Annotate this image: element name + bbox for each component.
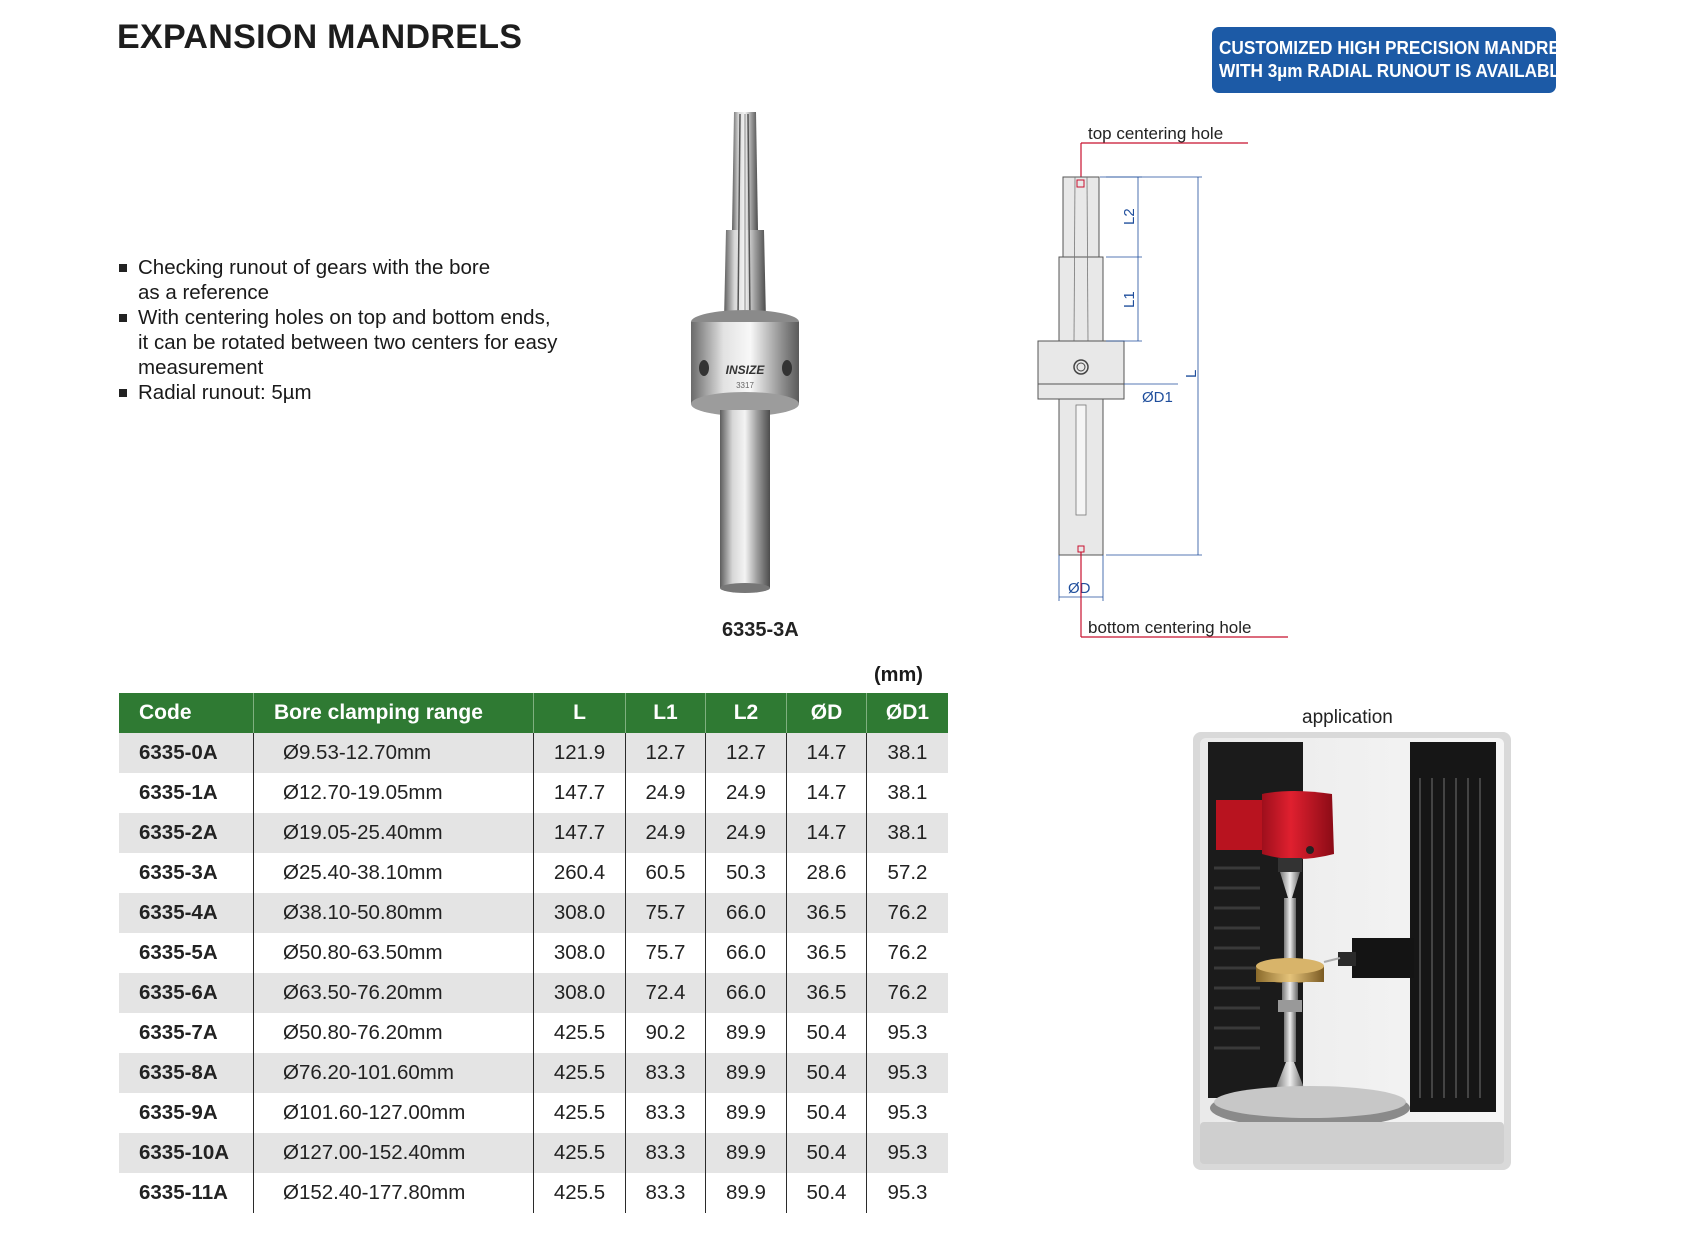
cell-d: 36.5 <box>787 973 867 1013</box>
cell-l2: 89.9 <box>706 1013 787 1053</box>
feature-item <box>118 255 638 305</box>
feature-line: measurement <box>138 356 264 379</box>
cell-d: 50.4 <box>787 1013 867 1053</box>
table-row <box>119 1053 948 1093</box>
dimension-d1: ØD1 <box>1142 389 1173 406</box>
cell-code: 6335-5A <box>119 933 254 973</box>
cell-l: 308.0 <box>534 893 626 933</box>
cell-l2: 89.9 <box>706 1093 787 1133</box>
header-code: Code <box>119 693 254 733</box>
feature-line: Checking runout of gears with the bore <box>138 256 491 279</box>
cell-d: 14.7 <box>787 773 867 813</box>
cell-code: 6335-2A <box>119 813 254 853</box>
cell-d: 50.4 <box>787 1133 867 1173</box>
red-measuring-head <box>1262 791 1334 859</box>
header-l2: L2 <box>706 693 787 733</box>
machine-right-column <box>1410 742 1496 1112</box>
dimension-d: ØD <box>1068 580 1091 597</box>
header-bore-range: Bore clamping range <box>254 693 534 733</box>
cell-range: Ø9.53-12.70mm <box>254 733 534 773</box>
header-l: L <box>534 693 626 733</box>
table-row <box>119 733 948 773</box>
cell-l1: 75.7 <box>626 933 706 973</box>
badge-line-2: WITH 3µm RADIAL RUNOUT IS AVAILABLE <box>1219 60 1572 81</box>
product-caption: 6335-3A <box>722 619 799 641</box>
cell-d1: 76.2 <box>867 973 949 1013</box>
header-l1: L1 <box>626 693 706 733</box>
dimension-l1: L1 <box>1121 291 1138 308</box>
dimension-l2: L2 <box>1121 208 1138 225</box>
cell-l1: 83.3 <box>626 1053 706 1093</box>
cell-l: 121.9 <box>534 733 626 773</box>
cell-range: Ø50.80-76.20mm <box>254 1013 534 1053</box>
cell-range: Ø127.00-152.40mm <box>254 1133 534 1173</box>
cell-d: 50.4 <box>787 1093 867 1133</box>
feature-line: it can be rotated between two centers for easy <box>138 331 558 354</box>
cell-l: 308.0 <box>534 973 626 1013</box>
bottom-centering-hole-label: bottom centering hole <box>1088 618 1252 637</box>
table-row <box>119 813 948 853</box>
table-row <box>119 1173 948 1213</box>
cell-l2: 50.3 <box>706 853 787 893</box>
cell-l1: 72.4 <box>626 973 706 1013</box>
customization-badge <box>1212 27 1572 93</box>
cell-l1: 24.9 <box>626 813 706 853</box>
cell-d: 50.4 <box>787 1053 867 1093</box>
cell-d: 14.7 <box>787 813 867 853</box>
cell-l2: 24.9 <box>706 813 787 853</box>
cell-code: 6335-6A <box>119 973 254 1013</box>
cell-l2: 89.9 <box>706 1053 787 1093</box>
cell-d: 14.7 <box>787 733 867 773</box>
cell-d1: 38.1 <box>867 773 949 813</box>
cell-l1: 90.2 <box>626 1013 706 1053</box>
cell-l1: 12.7 <box>626 733 706 773</box>
page-title: EXPANSION MANDRELS <box>117 18 523 56</box>
cell-range: Ø25.40-38.10mm <box>254 853 534 893</box>
cell-d: 36.5 <box>787 933 867 973</box>
cell-d: 28.6 <box>787 853 867 893</box>
mandrel-product-image <box>690 100 840 600</box>
cell-code: 6335-4A <box>119 893 254 933</box>
specification-table <box>119 693 948 1213</box>
cell-l: 425.5 <box>534 1093 626 1133</box>
cell-l2: 66.0 <box>706 933 787 973</box>
engraving-number: 3317 <box>736 381 754 390</box>
cell-l1: 83.3 <box>626 1173 706 1213</box>
cell-code: 6335-0A <box>119 733 254 773</box>
cell-l: 425.5 <box>534 1053 626 1093</box>
application-mandrel <box>1284 898 1296 968</box>
application-image-frame <box>1193 732 1511 1170</box>
cell-l2: 12.7 <box>706 733 787 773</box>
cell-d: 50.4 <box>787 1173 867 1213</box>
cell-l2: 89.9 <box>706 1173 787 1213</box>
cell-d1: 95.3 <box>867 1093 949 1133</box>
feature-line: as a reference <box>138 281 270 304</box>
square-bullet-icon <box>119 389 127 397</box>
cell-code: 6335-10A <box>119 1133 254 1173</box>
square-bullet-icon <box>119 314 127 322</box>
feature-item <box>118 305 638 380</box>
cell-d1: 38.1 <box>867 813 949 853</box>
cell-l1: 24.9 <box>626 773 706 813</box>
header-d1: ØD1 <box>867 693 949 733</box>
drawing-collar <box>1038 341 1124 399</box>
table-header-row <box>119 693 948 733</box>
cell-l2: 66.0 <box>706 893 787 933</box>
cell-range: Ø12.70-19.05mm <box>254 773 534 813</box>
table-row <box>119 973 948 1013</box>
cell-d1: 95.3 <box>867 1053 949 1093</box>
feature-list <box>118 255 638 405</box>
cell-l1: 75.7 <box>626 893 706 933</box>
cell-l1: 83.3 <box>626 1093 706 1133</box>
cell-range: Ø101.60-127.00mm <box>254 1093 534 1133</box>
cell-l: 425.5 <box>534 1133 626 1173</box>
cell-l: 425.5 <box>534 1173 626 1213</box>
cell-l1: 83.3 <box>626 1133 706 1173</box>
technical-drawing <box>1030 115 1320 650</box>
table-body <box>119 733 948 1213</box>
cell-range: Ø63.50-76.20mm <box>254 973 534 1013</box>
cell-d1: 76.2 <box>867 933 949 973</box>
table-row <box>119 1013 948 1053</box>
dimension-l: L <box>1183 369 1200 378</box>
cell-l: 147.7 <box>534 773 626 813</box>
cell-code: 6335-7A <box>119 1013 254 1053</box>
table-row <box>119 773 948 813</box>
cell-d: 36.5 <box>787 893 867 933</box>
mandrel-shank <box>720 410 770 588</box>
cell-range: Ø19.05-25.40mm <box>254 813 534 853</box>
header-d: ØD <box>787 693 867 733</box>
top-centering-hole-label: top centering hole <box>1088 124 1224 143</box>
cell-l: 147.7 <box>534 813 626 853</box>
cell-l: 425.5 <box>534 1013 626 1053</box>
table-row <box>119 1133 948 1173</box>
application-image <box>1200 738 1504 1164</box>
cell-d1: 95.3 <box>867 1173 949 1213</box>
unit-label: (mm) <box>874 664 923 686</box>
cell-d1: 38.1 <box>867 733 949 773</box>
cell-l: 308.0 <box>534 933 626 973</box>
cell-d1: 57.2 <box>867 853 949 893</box>
cell-d1: 95.3 <box>867 1133 949 1173</box>
engraving-logo: INSIZE <box>725 363 765 377</box>
feature-item <box>118 380 638 405</box>
cell-l2: 89.9 <box>706 1133 787 1173</box>
application-label: application <box>1302 707 1393 728</box>
cell-d1: 95.3 <box>867 1013 949 1053</box>
table-row <box>119 893 948 933</box>
cell-code: 6335-8A <box>119 1053 254 1093</box>
cell-code: 6335-3A <box>119 853 254 893</box>
cell-l1: 60.5 <box>626 853 706 893</box>
cell-range: Ø152.40-177.80mm <box>254 1173 534 1213</box>
cell-l: 260.4 <box>534 853 626 893</box>
cell-range: Ø50.80-63.50mm <box>254 933 534 973</box>
cell-range: Ø38.10-50.80mm <box>254 893 534 933</box>
measuring-probe <box>1352 938 1414 978</box>
feature-line: With centering holes on top and bottom ends, <box>138 306 551 329</box>
table-row <box>119 933 948 973</box>
cell-code: 6335-11A <box>119 1173 254 1213</box>
cell-l2: 66.0 <box>706 973 787 1013</box>
base-plate <box>1214 1086 1406 1118</box>
cell-l2: 24.9 <box>706 773 787 813</box>
cell-code: 6335-1A <box>119 773 254 813</box>
feature-line: Radial runout: 5µm <box>138 381 312 404</box>
cell-code: 6335-9A <box>119 1093 254 1133</box>
table-row <box>119 853 948 893</box>
table-row <box>119 1093 948 1133</box>
badge-line-1: CUSTOMIZED HIGH PRECISION MANDREL <box>1219 37 1571 58</box>
square-bullet-icon <box>119 264 127 272</box>
cell-d1: 76.2 <box>867 893 949 933</box>
cell-range: Ø76.20-101.60mm <box>254 1053 534 1093</box>
